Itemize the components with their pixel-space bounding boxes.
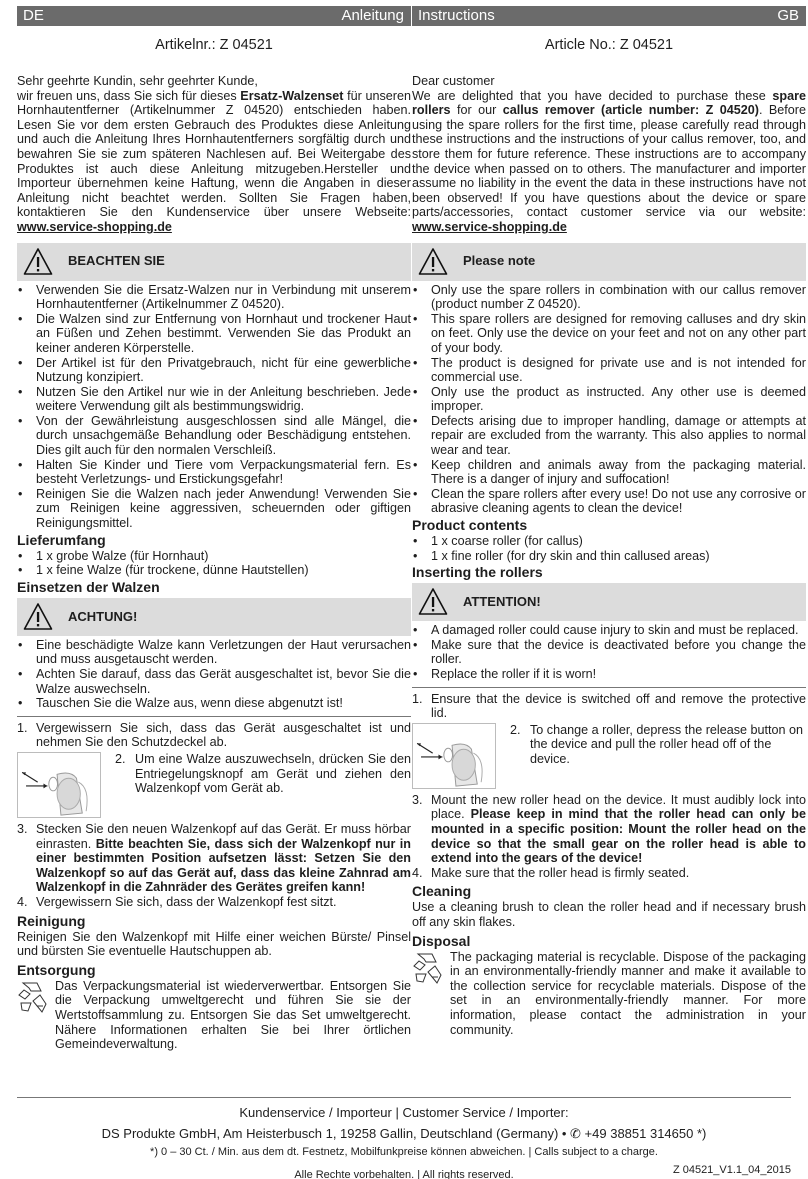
de-steps-cont <box>17 822 411 910</box>
en-website-link[interactable]: www.service-shopping.de <box>412 219 567 234</box>
list-item: • Replace the roller if it is worn! <box>412 667 806 682</box>
en-insert-heading: Inserting the rollers <box>412 564 543 581</box>
list-item: • This spare rollers are designed for removing calluses and dry skin on feet. Only use the device on your feet and not on any other part of your body. <box>412 312 806 356</box>
list-item: • Achten Sie darauf, dass das Gerät ausgeschaltet ist, bevor Sie die Walze auswechseln. <box>17 667 411 696</box>
de-step-1: 1. Vergewissern Sie sich, dass das Gerät ausgeschaltet ist und nehmen Sie den Schutzdeckel ab. <box>17 720 411 750</box>
de-attention-box <box>17 598 411 636</box>
list-item: • Make sure that the device is deactivated before you change the roller. <box>412 638 806 667</box>
en-step-2: 2. To change a roller, depress the release button on the device and pull the roller head off of the device. <box>510 722 804 766</box>
list-item: • Keep children and animals away from the packaging material. There is a danger of injury and suffocation! <box>412 458 806 487</box>
list-item: • Halten Sie Kinder und Tiere vom Verpackungsmaterial fern. Es besteht Verletzungs- und Erstickungsgefahr! <box>17 458 411 487</box>
en-header-bar <box>412 6 806 26</box>
english-column <box>412 6 806 1037</box>
version-code: Z 04521_V1.1_04_2015 <box>672 1164 791 1176</box>
en-greeting: Dear customer <box>412 74 495 88</box>
en-steps-cont <box>412 793 806 881</box>
list-item: • 1 x grobe Walze (für Hornhaut) <box>17 549 411 564</box>
de-steps <box>17 721 411 750</box>
en-doc-title: Instructions <box>418 7 495 24</box>
de-website-link[interactable]: www.service-shopping.de <box>17 219 172 234</box>
de-contents-list <box>17 549 411 578</box>
list-item: • Der Artikel ist für den Privatgebrauch, nicht für eine gewerbliche Nutzung konzipiert. <box>17 356 411 385</box>
en-disposal-text: The packaging material is recyclable. Dispose of the packaging in an environmentally-friendly manner and make it available to the collection service for recyclable materials. Dispose of the set in an environmentally-friendly manner. For more information, please contact the administration in your community. <box>450 949 806 1037</box>
list-item: • Tauschen Sie die Walze aus, wenn diese abgenutzt ist! <box>17 696 411 711</box>
en-cleaning-heading: Cleaning <box>412 883 472 900</box>
de-disposal-heading: Entsorgung <box>17 961 96 978</box>
list-item: • Verwenden Sie die Ersatz-Walzen nur in Verbindung mit unserem Hornhautentferner (Artikelnummer Z 04520). <box>17 283 411 312</box>
footer-call-note: *) 0 – 30 Ct. / Min. aus dem dt. Festnetz, Mobilfunkpreise können abweichen. | Calls subject to a charge. <box>150 1146 658 1158</box>
footer-service-line: Kundenservice / Importeur | Customer Service / Importer: <box>239 1105 569 1120</box>
de-note-title: BEACHTEN SIE <box>68 253 165 269</box>
warning-triangle-icon <box>418 247 448 277</box>
en-intro <box>412 74 806 235</box>
en-disposal <box>412 950 806 1038</box>
de-intro <box>17 74 411 235</box>
en-attention-title: ATTENTION! <box>463 593 541 609</box>
de-step-3: 3. Stecken Sie den neuen Walzenkopf auf das Gerät. Er muss hörbar einrasten. Bitte beachten Sie, dass sich der Walzenkopf nur in einer bestimmten Position aufsetzen lässt: Setzen Sie den Walzenkopf so auf das Gerät auf, dass das kleine Zahnrad am Walzenkopf in die Zahnräder des Gerätes greifen kann! <box>17 821 411 895</box>
list-item: • Only use the spare rollers in combination with our callus remover (product number Z 04520). <box>412 283 806 312</box>
en-note-title: Please note <box>463 253 536 269</box>
warning-triangle-icon <box>23 602 53 632</box>
recycling-icon <box>412 952 445 988</box>
en-cleaning-text: Use a cleaning brush to clean the roller head and if necessary brush off any skin flakes. <box>412 900 806 929</box>
list-item: • Defects arising due to improper handling, damage or attempts at repair are excluded from the warranty. This also applies to normal wear and tear. <box>412 414 806 458</box>
en-article-number: Article No.: Z 04521 <box>544 37 674 53</box>
de-doc-title: Anleitung <box>341 7 404 24</box>
list-item: • Only use the product as instructed. Any other use is deemed improper. <box>412 385 806 414</box>
list-item: • Nutzen Sie den Artikel nur wie in der Anleitung beschrieben. Jede weitere Verwendung gilt als bestimmungswidrig. <box>17 385 411 414</box>
en-step-1: 1. Ensure that the device is switched off and remove the protective lid. <box>412 691 806 721</box>
de-notes-list <box>17 283 411 531</box>
en-steps <box>412 692 806 721</box>
de-cleaning-heading: Reinigung <box>17 912 86 929</box>
de-disposal <box>17 979 411 1052</box>
en-note-box <box>412 243 806 281</box>
list-item: • 1 x coarse roller (for callus) <box>412 534 806 549</box>
list-item: • Die Walzen sind zur Entfernung von Hornhaut und trockener Haut an Füßen und Zehen bestimmt. Verwenden Sie das Produkt an keiner anderen Körperstelle. <box>17 312 411 356</box>
list-item: • 1 x fine roller (for dry skin and thin callused areas) <box>412 549 806 564</box>
de-header-bar <box>17 6 411 26</box>
de-attention-title: ACHTUNG! <box>68 608 138 624</box>
german-column <box>17 6 411 1052</box>
de-insert-heading: Einsetzen der Walzen <box>17 578 160 595</box>
list-item: • The product is designed for private use and is not intended for commercial use. <box>412 356 806 385</box>
en-language-code: GB <box>777 7 799 24</box>
recycling-icon <box>17 981 50 1017</box>
divider <box>412 687 806 688</box>
en-contents-list <box>412 534 806 563</box>
en-intro-text: We are delighted that you have decided to purchase these spare rollers for our callus remover (article number: Z 04520). Before using the spare rollers for the first time, please carefully read through these instructions and the instructions of your callus remover, too, and store them for future reference. These instructions are to accompany the device when passed on to others. The manufacturer and importer assume no liability in the event the data in these instructions have not been observed! If you have questions about the device or spare parts/accessories, contact customer service via our website: www.service-shopping.de <box>412 88 806 234</box>
de-note-box <box>17 243 411 281</box>
de-contents-heading: Lieferumfang <box>17 531 106 548</box>
list-item: • Clean the spare rollers after every use! Do not use any corrosive or abrasive cleaning agents to clean the device! <box>412 487 806 516</box>
list-item: • A damaged roller could cause injury to skin and must be replaced. <box>412 623 806 638</box>
de-intro-text: wir freuen uns, dass Sie sich für dieses Ersatz-Walzenset für unseren Hornhautentferner (Artikelnummer Z 04520) entschieden haben. Lesen Sie vor dem ersten Gebrauch des Produktes diese Anleitung und auch die Anleitung Ihres Hornhautentferners sorgfältig durch und bewahren Sie sie zum späteren Nachlesen auf. Bei Weitergabe des Produktes ist auch diese Anleitung mitzugeben.Hersteller und Importeur übernehmen keine Haftung, wenn die Angaben in dieser Anleitung nicht beachtet werden. Sollten Sie Fragen haben, kontaktieren Sie den Kundenservice über unsere Webseite: www.service-shopping.de <box>17 88 411 234</box>
de-language-code: DE <box>23 7 44 24</box>
en-contents-heading: Product contents <box>412 517 528 534</box>
divider <box>17 716 411 717</box>
de-disposal-text: Das Verpackungsmaterial ist wiederverwertbar. Entsorgen Sie die Verpackung umweltgerecht und führen Sie sie der Wertstoffsammlung zu. Entsorgen Sie das Set umweltgerecht. Nähere Informationen erhalten Sie bei Ihrer örtlichen Gemeindeverwaltung. <box>55 978 411 1052</box>
en-step-2-row <box>412 723 806 789</box>
de-step-4: 4. Vergewissern Sie sich, dass der Walzenkopf fest sitzt. <box>17 894 337 909</box>
list-item: • 1 x feine Walze (für trockene, dünne Hautstellen) <box>17 563 411 578</box>
footer-address-line: DS Produkte GmbH, Am Heisterbusch 1, 19258 Gallin, Deutschland (Germany) • ✆ +49 38851 314650 *) <box>101 1126 707 1141</box>
list-item: • Reinigen Sie die Walzen nach jeder Anwendung! Verwenden Sie zum Reinigen keine aggressiven, scheuernden oder giftigen Reinigungsmittel. <box>17 487 411 531</box>
de-attention-list <box>17 638 411 711</box>
en-attention-list <box>412 623 806 681</box>
warning-triangle-icon <box>23 247 53 277</box>
en-disposal-heading: Disposal <box>412 932 471 949</box>
device-illustration <box>412 723 496 789</box>
de-step-2: 2. Um eine Walze auszuwechseln, drücken Sie den Entriegelungsknopf am Gerät und ziehen den Walzenkopf vom Gerät ab. <box>115 751 411 796</box>
list-item: • Von der Gewährleistung ausgeschlossen sind alle Mängel, die durch unsachgemäße Behandlung oder Beschädigung entstehen. Dies gilt auch für den normalen Verschleiß. <box>17 414 411 458</box>
de-article-number: Artikelnr.: Z 04521 <box>155 37 273 53</box>
list-item: • Eine beschädigte Walze kann Verletzungen der Haut verursachen und muss ausgetauscht werden. <box>17 638 411 667</box>
device-illustration <box>17 752 101 818</box>
en-step-3: 3. Mount the new roller head on the device. It must audibly lock into place. Please keep in mind that the roller head can only be mounted in a specific position: Mount the roller head on the device so that the small gear on the roller head is able to extend into the gears of the device! <box>412 792 806 866</box>
en-notes-list <box>412 283 806 517</box>
en-step-4: 4. Make sure that the roller head is firmly seated. <box>412 865 690 880</box>
de-cleaning-text: Reinigen Sie den Walzenkopf mit Hilfe einer weichen Bürste/ Pinsel und bürsten Sie eventuelle Hautschuppen ab. <box>17 929 411 959</box>
en-attention-box <box>412 583 806 621</box>
warning-triangle-icon <box>418 587 448 617</box>
de-greeting: Sehr geehrte Kundin, sehr geehrter Kunde, <box>17 74 258 88</box>
footer-rights: Alle Rechte vorbehalten. | All rights reserved. <box>294 1169 514 1179</box>
de-step-2-row <box>17 752 411 818</box>
